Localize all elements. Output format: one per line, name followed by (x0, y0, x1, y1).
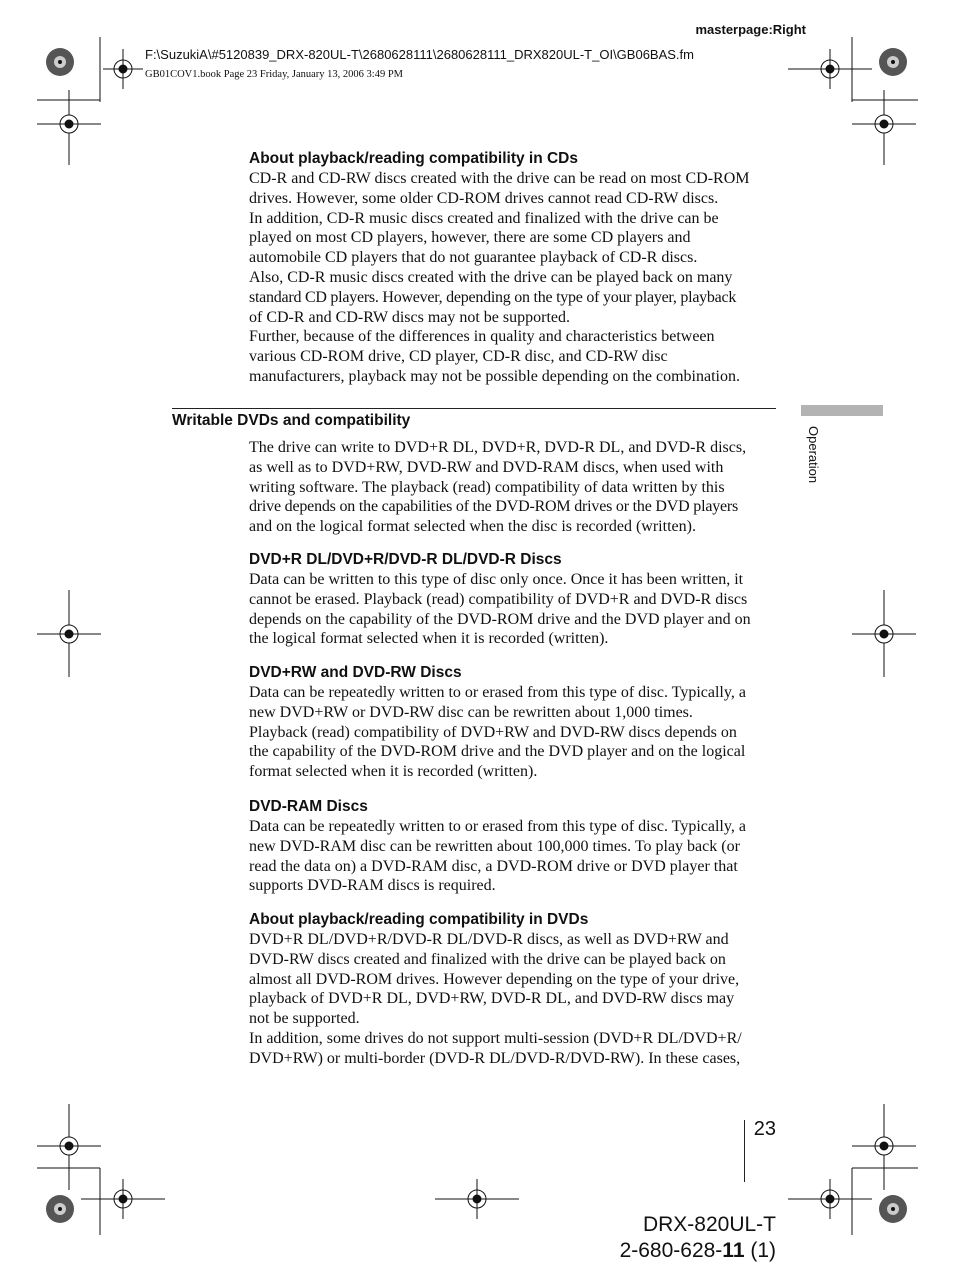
crosshair-icon (788, 1179, 872, 1219)
text-line: format selected when it is recorded (written). (249, 763, 538, 781)
text-line: standard CD players. However, depending on the type of your player, playback (249, 288, 737, 306)
text-line: the logical format selected when it is recorded (written). (249, 630, 609, 648)
text-line: Data can be repeatedly written to or erased from this type of disc. Typically, a (249, 818, 746, 835)
thumb-tab (801, 405, 883, 416)
subsection-heading: DVD-RAM Discs (249, 798, 368, 815)
crosshair-icon (788, 49, 872, 89)
text-line: as well as to DVD+RW, DVD-RW and DVD-RAM discs, when used with (249, 458, 724, 476)
crosshair-icon (103, 49, 143, 89)
text-line: of CD-R and CD-RW discs may not be supported. (249, 308, 571, 326)
starburst-icon (46, 48, 74, 76)
text-line: Data can be repeatedly written to or erased from this type of disc. Typically, a (249, 684, 746, 701)
text-line: depends on the capability of the DVD-ROM drive and the DVD player and on (249, 610, 751, 628)
dvd-sub1 (249, 551, 776, 649)
section-divider (172, 408, 776, 409)
text-line: cannot be erased. Playback (read) compatibility of DVD+R and DVD-R discs (249, 590, 748, 608)
dvd-sub2 (249, 664, 776, 782)
crosshair-icon (852, 625, 916, 643)
crosshair-icon (852, 1137, 916, 1155)
text-line: In addition, CD-R music discs created and finalized with the drive can be (249, 209, 719, 227)
text-line: the capability of the DVD-ROM drive and the DVD player and on the logical (249, 743, 746, 761)
page-number: 23 (753, 1118, 776, 1140)
text-line: DVD-RW discs created and finalized with the drive can be played back on (249, 950, 726, 968)
text-line: In addition, some drives do not support multi-session (DVD+R DL/DVD+R/ (249, 1029, 742, 1047)
text-line: drives. However, some older CD-ROM drives cannot read CD-RW discs. (249, 189, 719, 207)
text-line: DVD+RW) or multi-border (DVD-R DL/DVD-R/DVD-RW). In these cases, (249, 1049, 741, 1067)
text-line: DVD+R DL/DVD+R/DVD-R DL/DVD-R discs, as well as DVD+RW and (249, 931, 729, 948)
text-line: almost all DVD-ROM drives. However depending on the type of your drive, (249, 970, 740, 988)
cd-body (249, 169, 776, 387)
crosshair-icon (435, 1179, 519, 1219)
masterpage-label: masterpage:Right (695, 22, 806, 37)
text-line: played on most CD players, however, there are some CD players and (249, 229, 691, 247)
section-heading: Writable DVDs and compatibility (172, 412, 411, 429)
part-prefix: 2-680-628- (619, 1239, 723, 1262)
page-number-rule (744, 1120, 745, 1182)
starburst-icon (879, 48, 907, 76)
file-path: F:\SuzukiA\#5120839_DRX-820UL-T\2680628111\2680628111_DRX820UL-T_OI\GB06BAS.fm (145, 47, 694, 62)
text-line: new DVD-RAM disc can be rewritten about 100,000 times. To play back (or (249, 837, 740, 855)
text-line: supports DVD-RAM discs is required. (249, 877, 496, 895)
dvd-sub3 (249, 798, 776, 896)
dvd-intro (249, 438, 776, 537)
model-name: DRX-820UL-T (642, 1213, 776, 1236)
subsection-heading: DVD+R DL/DVD+R/DVD-R DL/DVD-R Discs (249, 551, 562, 568)
text-line: automobile CD players that do not guarantee playback of CD-R discs. (249, 249, 698, 267)
text-line: read the data on) a DVD-RAM disc, a DVD-ROM drive or DVD player that (249, 857, 738, 875)
text-line: various CD-ROM drive, CD player, CD-R disc, and CD-RW disc (249, 348, 668, 366)
text-line: writing software. The playback (read) compatibility of data written by this (249, 478, 725, 496)
starburst-icon (46, 1195, 74, 1223)
section-heading: About playback/reading compatibility in CDs (249, 150, 578, 167)
text-line: CD-R and CD-RW discs created with the drive can be read on most CD-ROM (249, 170, 750, 187)
text-line: drive depends on the capabilities of the DVD-ROM drives or the DVD players (249, 498, 739, 516)
crosshair-icon (81, 1179, 165, 1219)
text-line: Also, CD-R music discs created with the drive can be played back on many (249, 268, 733, 286)
model-block (620, 1212, 776, 1264)
subsection-heading: DVD+RW and DVD-RW Discs (249, 664, 462, 681)
part-suffix: (1) (744, 1239, 776, 1262)
text-line: manufacturers, playback may not be possible depending on the combination. (249, 367, 740, 385)
side-tab-label: Operation (806, 426, 821, 484)
text-line: not be supported. (249, 1010, 360, 1028)
part-bold: 11 (722, 1239, 745, 1262)
starburst-icon (879, 1195, 907, 1223)
text-line: The drive can write to DVD+R DL, DVD+R, DVD-R DL, and DVD-R discs, (249, 439, 747, 456)
part-number (620, 1238, 776, 1264)
text-line: new DVD+RW or DVD-RW disc can be rewritten about 1,000 times. (249, 703, 693, 721)
dvd-sub4 (249, 911, 776, 1069)
cd-section (249, 150, 776, 387)
text-line: Further, because of the differences in quality and characteristics between (249, 328, 715, 346)
crosshair-icon (37, 625, 101, 643)
crosshair-icon (37, 1137, 101, 1155)
subsection-heading: About playback/reading compatibility in DVDs (249, 911, 589, 928)
text-line: and on the logical format selected when the disc is recorded (written). (249, 518, 696, 536)
text-line: Playback (read) compatibility of DVD+RW and DVD-RW discs depends on (249, 723, 737, 741)
text-line: playback of DVD+R DL, DVD+RW, DVD-R DL, and DVD-RW discs may (249, 990, 735, 1008)
crosshair-icon (37, 115, 101, 133)
book-line: GB01COV1.book Page 23 Friday, January 13, 2006 3:49 PM (145, 69, 404, 80)
crosshair-icon (852, 115, 916, 133)
text-line: Data can be written to this type of disc only once. Once it has been written, it (249, 571, 744, 588)
